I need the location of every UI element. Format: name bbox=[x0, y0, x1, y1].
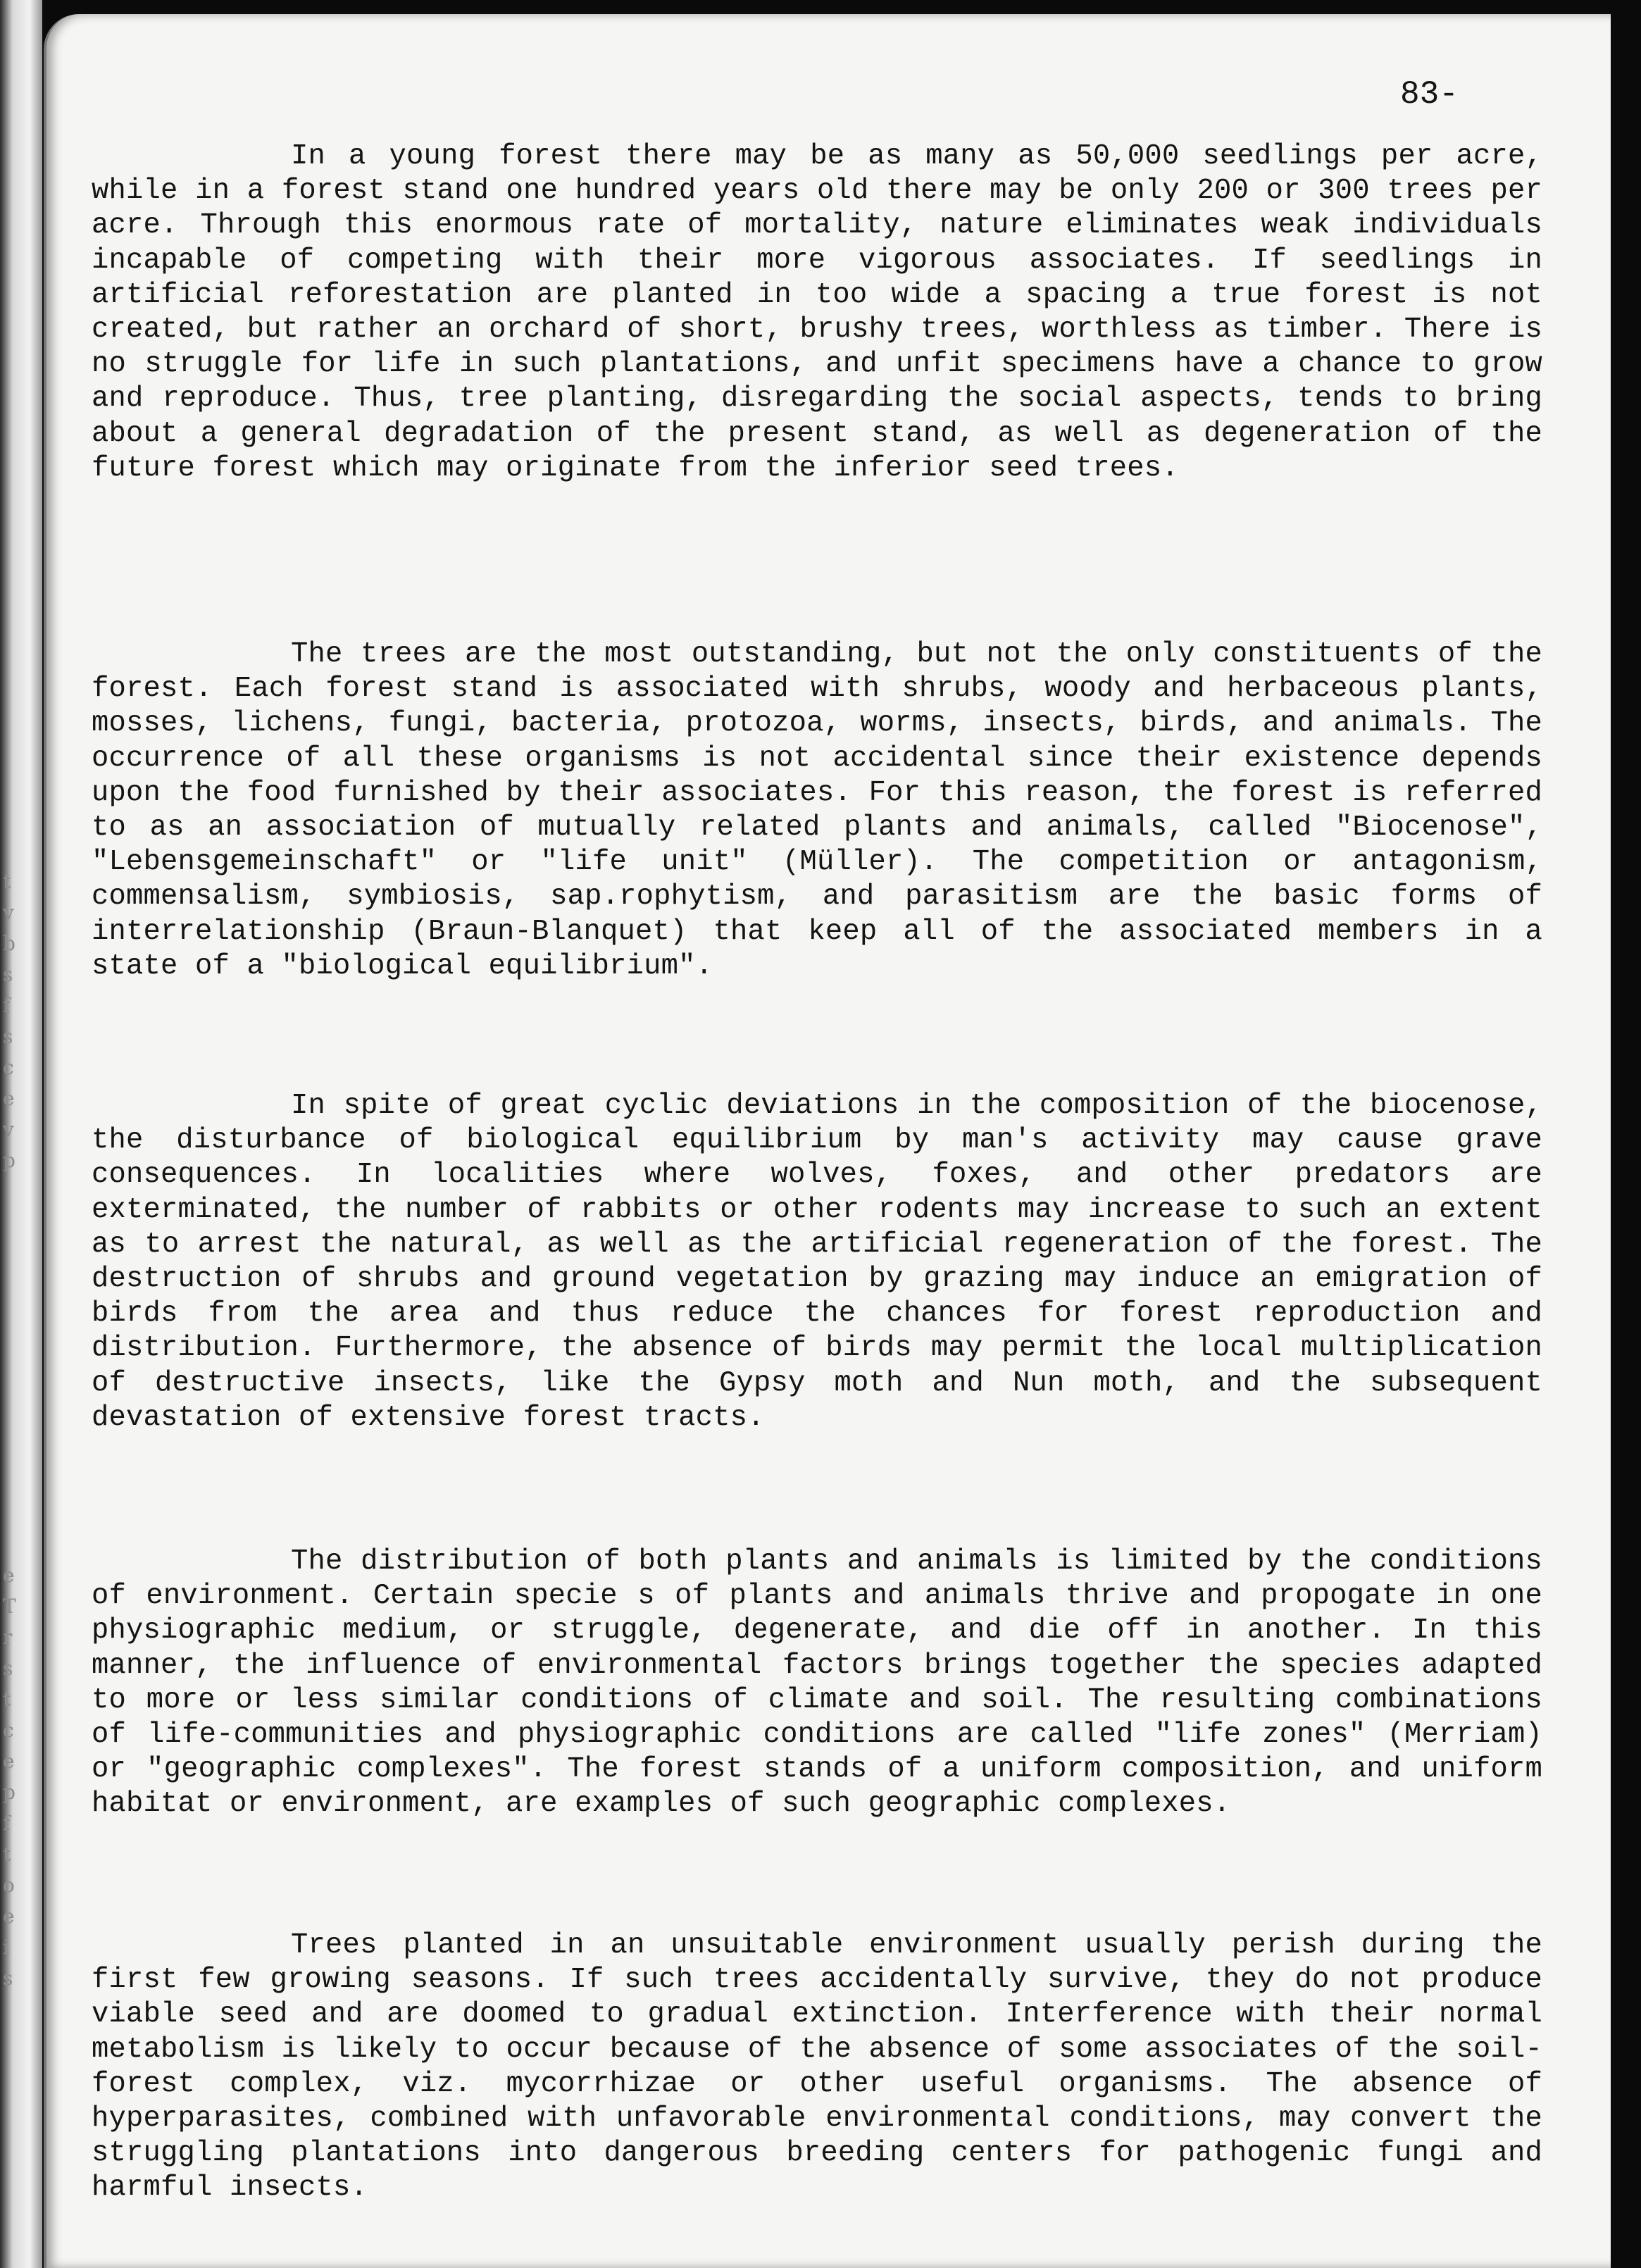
bleed-through-marks-lower: e T r s t c e p f t o e i s bbox=[3, 1564, 16, 1990]
bleed-through-marks: t v b s f s c e v p bbox=[3, 870, 15, 1172]
paragraph: In spite of great cyclic deviations in the composition of the biocenose, the disturbance of biological equilibrium by man's activity may cause grave consequences. In localities where wolves, foxes, and other predators are exterminated, the number of rabbits or other rodents may increase to such an extent as to arrest the natural, as well as the artificial regeneration of the forest. The destruction of shrubs and ground vegetation by grazing may induce an emigration of birds from the area and thus reduce the chances for forest reproduction and distribution. Furthermore, the absence of birds may permit the local multiplication of destructive insects, like the Gypsy moth and Nun moth, and the subsequent devastation of extensive forest tracts. bbox=[92, 1090, 1542, 1434]
page-number: 83- bbox=[1400, 76, 1459, 113]
paragraph: Trees planted in an unsuitable environment usually perish during the first few growing seasons. If such trees accidentally survive, they do not produce viable seed and are doomed to gradual extinction. Interference with their normal metabolism is likely to occur because of the absence of some associates of the soil-forest complex, viz. mycorrhizae or other useful organisms. The absence of hyperparasites, combined with unfavorable environmental conditions, may convert the struggling plantations into dangerous breeding centers for pathogenic fungi and harmful insects. bbox=[92, 1929, 1542, 2205]
paragraph: The distribution of both plants and animals is limited by the conditions of environment. Certain specie s of plants and animals thrive and propogate in one physiographic medium, or struggle, degenerate, and die off in another. In this manner, the influence of environmental factors brings together the species adapted to more or less similar conditions of climate and soil. The resulting combinations of life-communities and physiographic conditions are called "life zones" (Merriam) or "geographic complexes". The forest stands of a uniform composition, and uniform habitat or environment, are examples of such geographic complexes. bbox=[92, 1545, 1542, 1821]
paragraph: In a young forest there may be as many as 50,000 seedlings per acre, while in a forest stand one hundred years old there may be only 200 or 300 trees per acre. Through this enormous rate of mortality, nature eliminates weak individuals incapable of competing with their more vigorous associates. If seedlings in artificial reforestation are planted in too wide a spacing a true forest is not created, but rather an orchard of short, brushy trees, worthless as timber. There is no struggle for life in such plantations, and unfit specimens have a chance to grow and reproduce. Thus, tree planting, disregarding the social aspects, tends to bring about a general degradation of the present stand, as well as degeneration of the future forest which may originate from the inferior seed trees. bbox=[92, 140, 1542, 485]
paragraph: The trees are the most outstanding, but not the only constituents of the forest. Each forest stand is associated with shrubs, woody and herbaceous plants, mosses, lichens, fungi, bacteria, protozoa, worms, insects, birds, and animals. The occurrence of all these organisms is not accidental since their existence depends upon the food furnished by their associates. For this reason, the forest is referred to as an association of mutually related plants and animals, called "Biocenose", "Lebensgemeinschaft" or "life unit" (Müller). The competition or antagonism, commensalism, symbiosis, sap.rophytism, and parasitism are the basic forms of interrelationship (Braun-Blanquet) that keep all of the associated members in a state of a "biological equilibrium". bbox=[92, 638, 1542, 983]
scan-border bbox=[1611, 0, 1641, 2268]
